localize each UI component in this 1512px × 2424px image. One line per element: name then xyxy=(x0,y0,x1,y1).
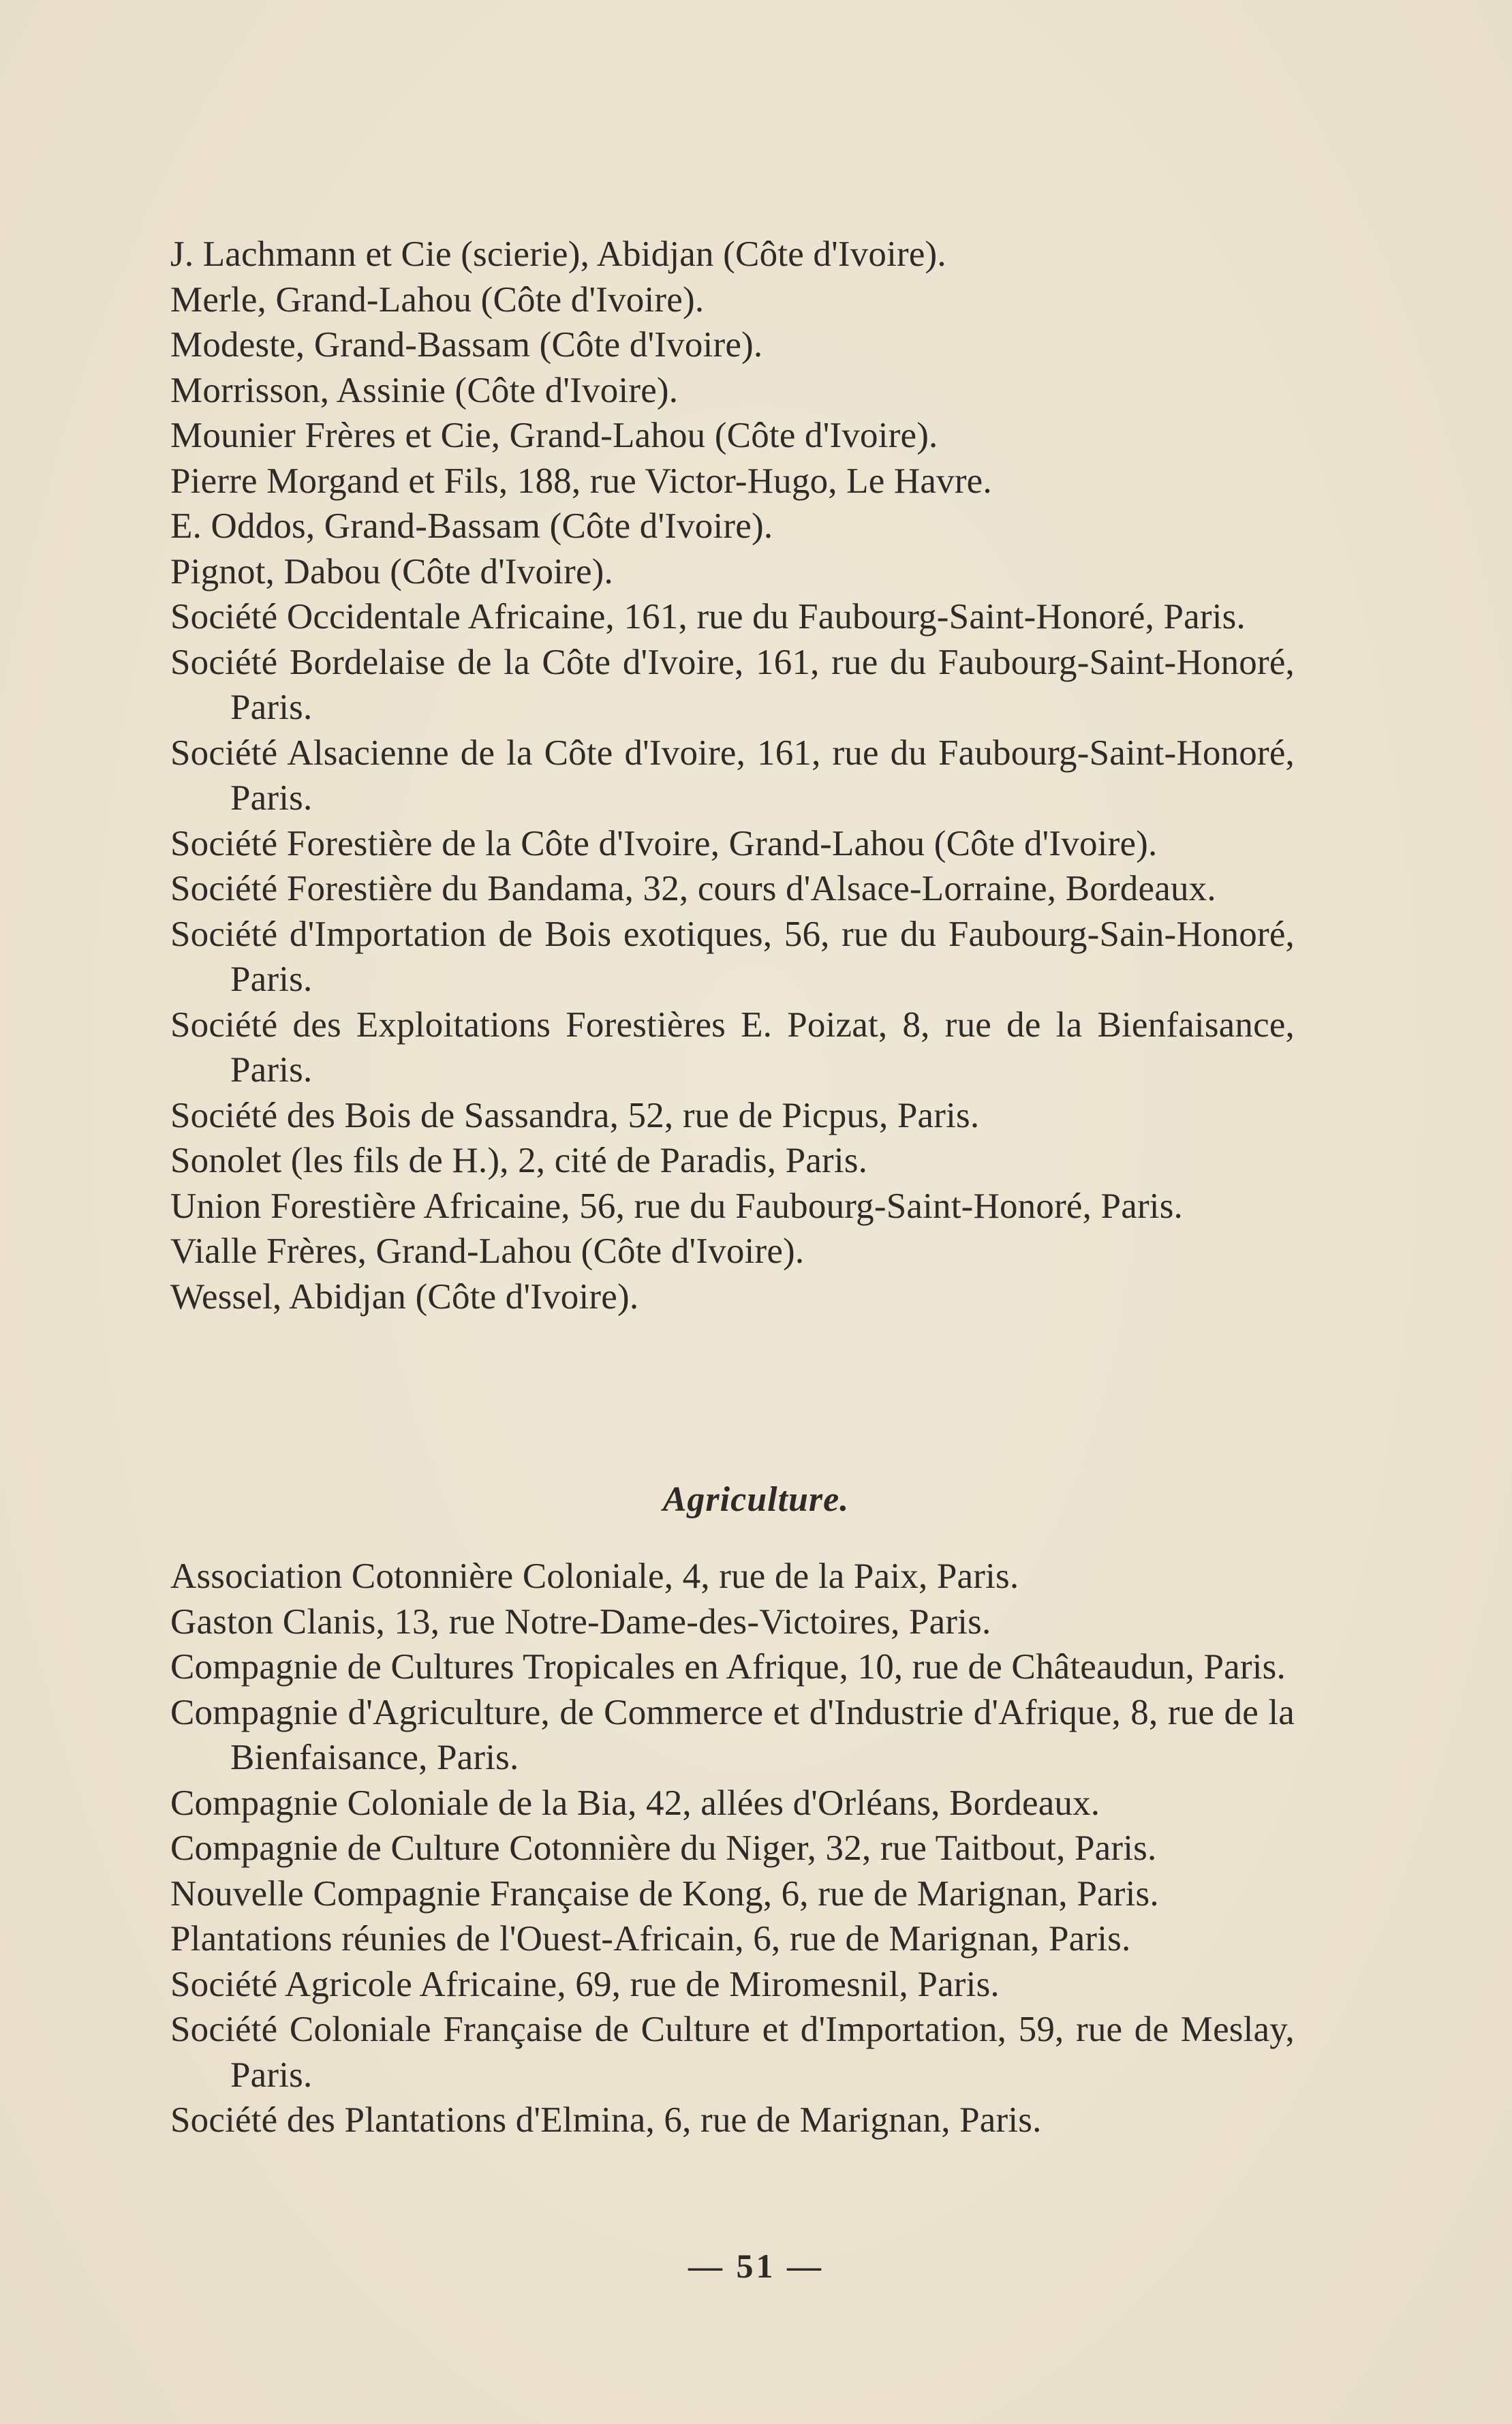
list-item: Compagnie de Cultures Tropicales en Afrique, 10, rue de Châteaudun, Paris. xyxy=(170,1647,1286,1687)
list-item: Merle, Grand-Lahou (Côte d'Ivoire). xyxy=(170,279,705,320)
agriculture-list xyxy=(170,1554,1295,2143)
list-item: Mounier Frères et Cie, Grand-Lahou (Côte d'Ivoire). xyxy=(170,416,938,455)
list-item: Wessel, Abidjan (Côte d'Ivoire). xyxy=(170,1276,639,1317)
list-item: Société Coloniale Française de Culture et d'Importation, 59, rue de Meslay, Paris. xyxy=(170,2010,1295,2095)
list-item: Société Forestière du Bandama, 32, cours d'Alsace-Lorraine, Bordeaux. xyxy=(170,869,1216,908)
list-item: Société Forestière de la Côte d'Ivoire, Grand-Lahou (Côte d'Ivoire). xyxy=(170,823,1158,863)
list-item: Compagnie de Culture Cotonnière du Niger, 32, rue Taitbout, Paris. xyxy=(170,1828,1157,1868)
list-item: J. Lachmann et Cie (scierie), Abidjan (Côte d'Ivoire). xyxy=(170,234,946,274)
list-item: Société Occidentale Africaine, 161, rue du Faubourg-Saint-Honoré, Paris. xyxy=(170,597,1246,636)
list-item: Société d'Importation de Bois exotiques, 56, rue du Faubourg-Sain-Honoré, Paris. xyxy=(170,914,1295,999)
list-item: Société Alsacienne de la Côte d'Ivoire, 161, rue du Faubourg-Saint-Honoré, Paris. xyxy=(170,733,1295,818)
list-item: Société des Exploitations Forestières E. Poizat, 8, rue de la Bienfaisance, Paris. xyxy=(170,1004,1295,1090)
list-item: Nouvelle Compagnie Française de Kong, 6, rue de Marignan, Paris. xyxy=(170,1873,1159,1914)
list-item: Société des Plantations d'Elmina, 6, rue de Marignan, Paris. xyxy=(170,2100,1042,2140)
list-item: Société Bordelaise de la Côte d'Ivoire, 161, rue du Faubourg-Saint-Honoré, Paris. xyxy=(170,642,1295,727)
list-item: Compagnie Coloniale de la Bia, 42, allées d'Orléans, Bordeaux. xyxy=(170,1783,1100,1823)
list-item: Sonolet (les fils de H.), 2, cité de Paradis, Paris. xyxy=(170,1141,868,1180)
list-item: Association Cotonnière Coloniale, 4, rue de la Paix, Paris. xyxy=(170,1556,1019,1596)
list-item: Société des Bois de Sassandra, 52, rue de Picpus, Paris. xyxy=(170,1095,980,1135)
list-item: Vialle Frères, Grand-Lahou (Côte d'Ivoire). xyxy=(170,1231,805,1271)
list-item: Morrisson, Assinie (Côte d'Ivoire). xyxy=(170,370,679,410)
page-number: — 51 — xyxy=(688,2247,824,2285)
forestry-list xyxy=(170,232,1295,1319)
list-item: Société Agricole Africaine, 69, rue de Miromesnil, Paris. xyxy=(170,1964,1000,2004)
list-item: E. Oddos, Grand-Bassam (Côte d'Ivoire). xyxy=(170,506,773,546)
list-item: Union Forestière Africaine, 56, rue du Faubourg-Saint-Honoré, Paris. xyxy=(170,1186,1184,1226)
list-item: Gaston Clanis, 13, rue Notre-Dame-des-Victoires, Paris. xyxy=(170,1601,991,1642)
list-item: Compagnie d'Agriculture, de Commerce et d'Industrie d'Afrique, 8, rue de la Bienfaisance, Paris. xyxy=(170,1692,1295,1777)
list-item: Pignot, Dabou (Côte d'Ivoire). xyxy=(170,551,613,592)
list-item: Plantations réunies de l'Ouest-Africain, 6, rue de Marignan, Paris. xyxy=(170,1919,1131,1959)
list-item: Pierre Morgand et Fils, 188, rue Victor-Hugo, Le Havre. xyxy=(170,461,992,501)
section-heading-agriculture: Agriculture. xyxy=(662,1480,850,1519)
list-item: Modeste, Grand-Bassam (Côte d'Ivoire). xyxy=(170,325,763,365)
